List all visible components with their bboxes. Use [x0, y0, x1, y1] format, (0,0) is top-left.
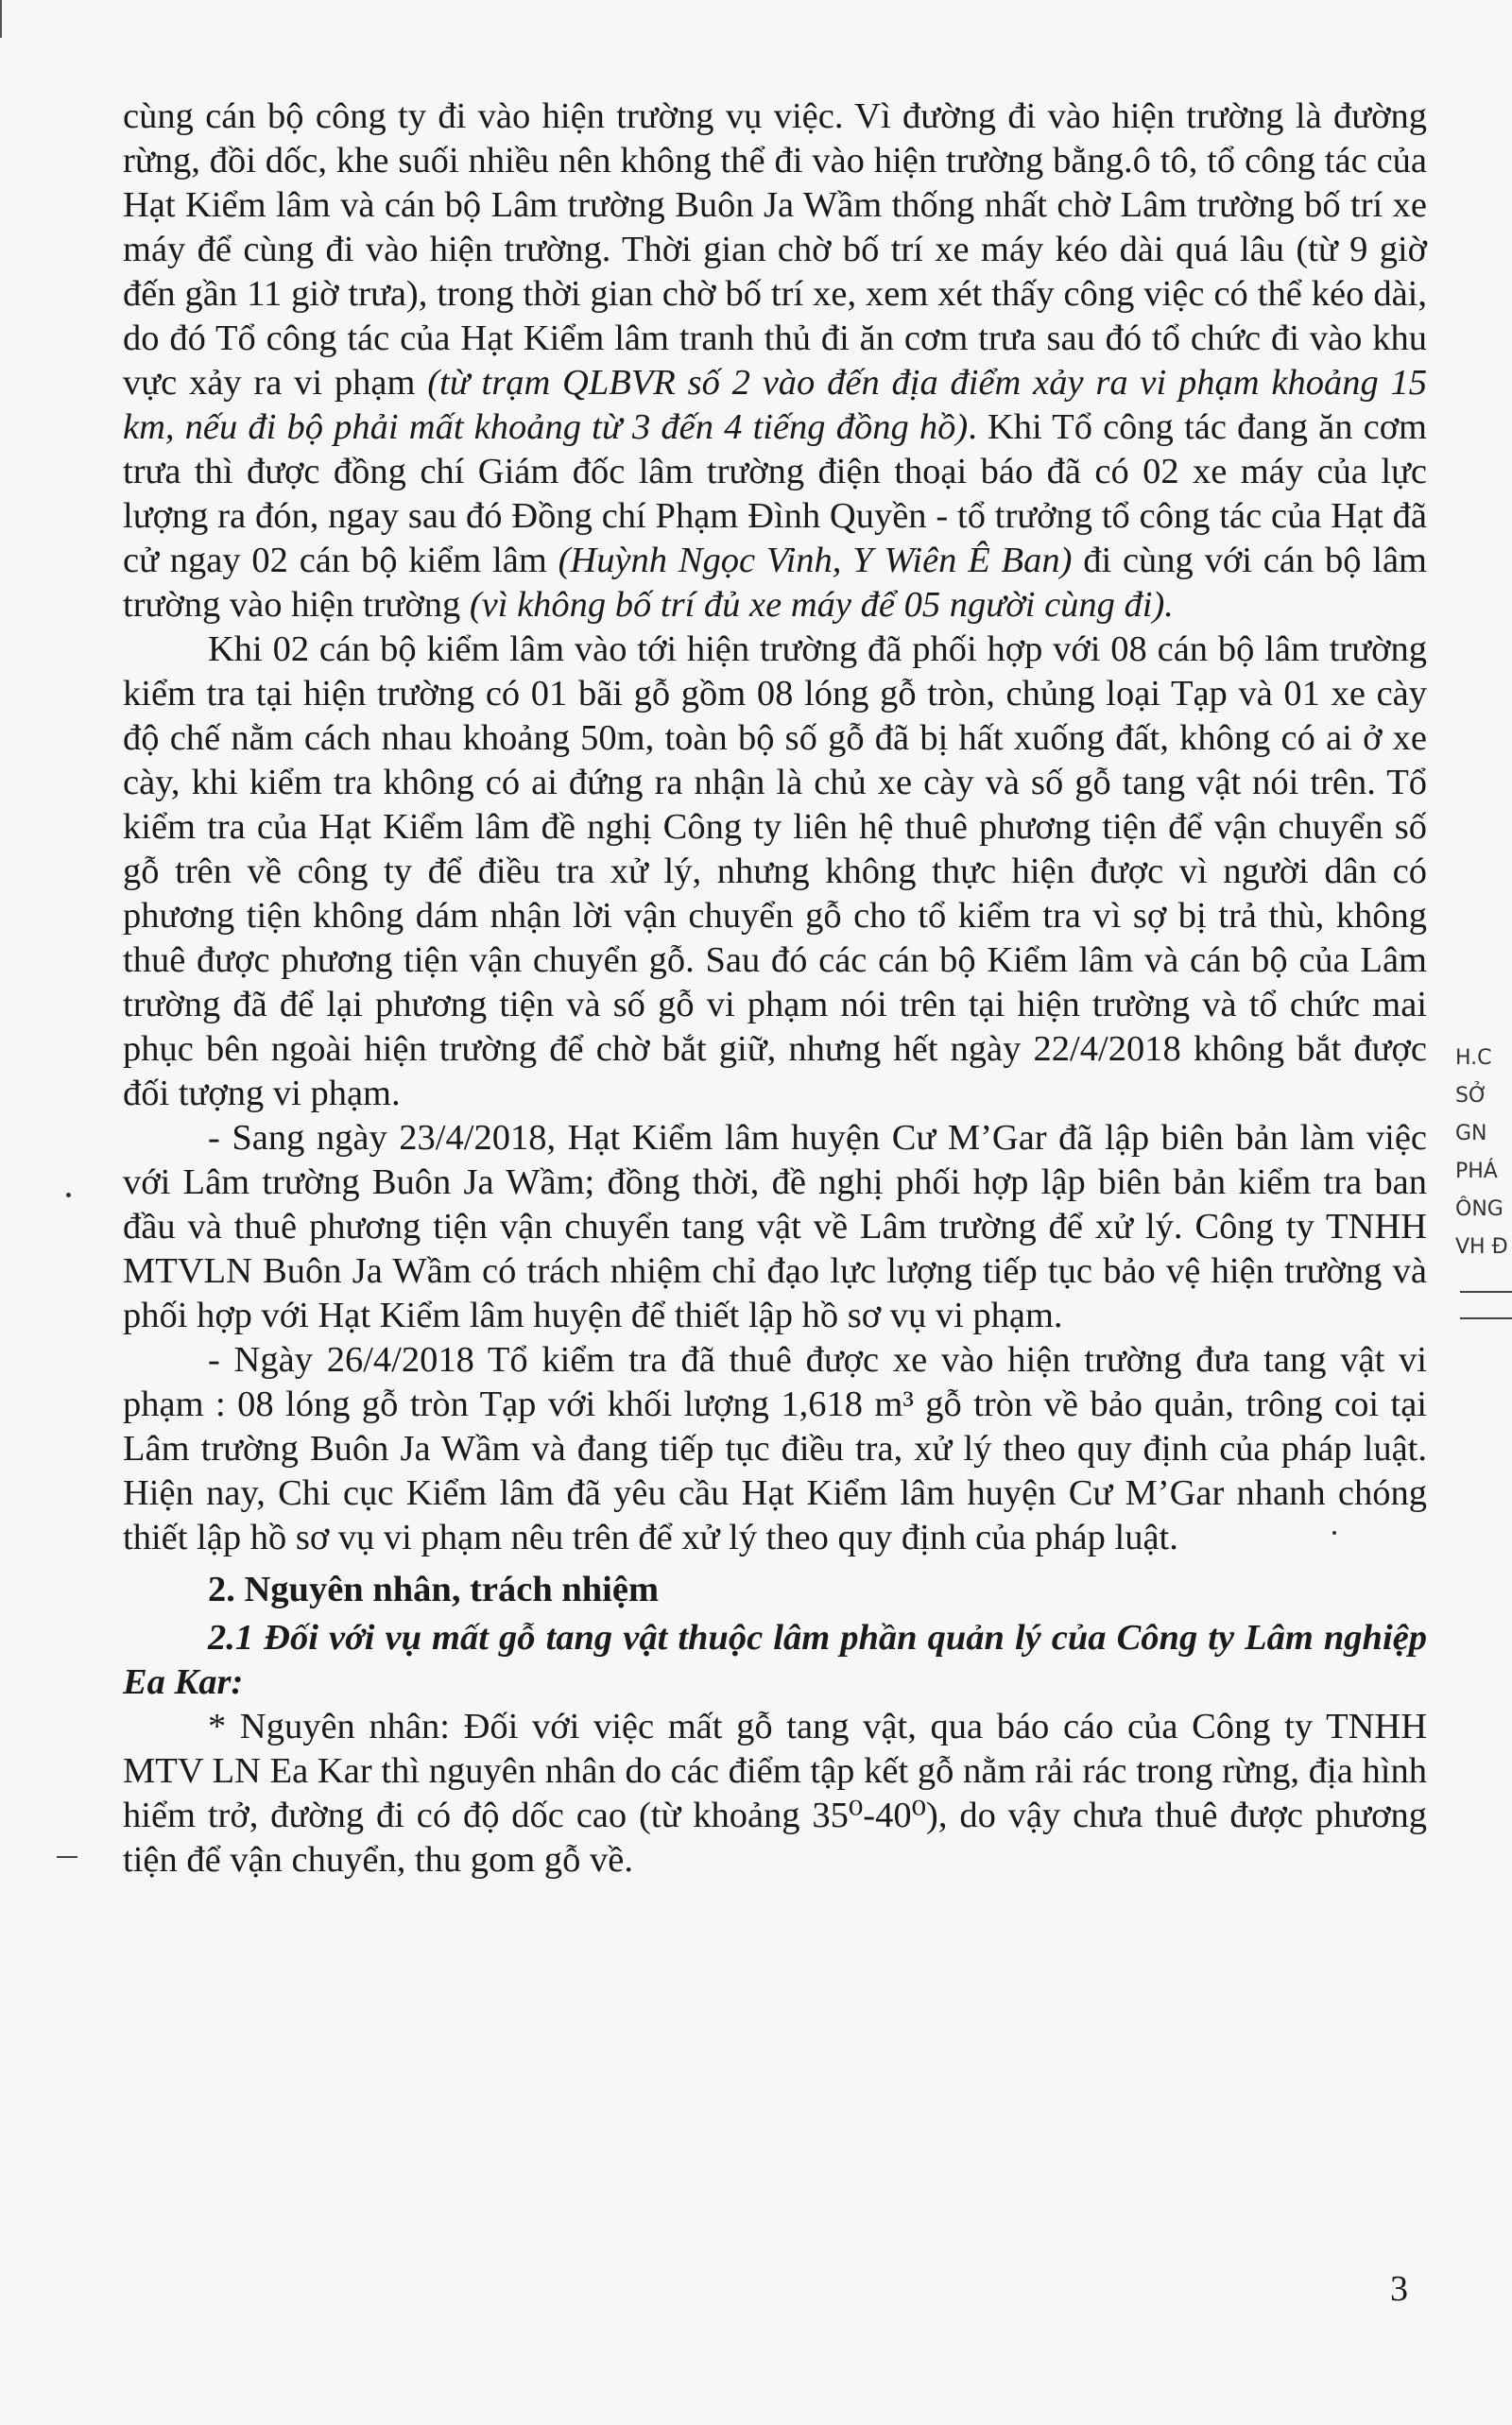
edge-stamp-line: ÔNG	[1455, 1197, 1503, 1221]
paragraph-1-text: cùng cán bộ công ty đi vào hiện trường vụ việc. Vì đường đi vào hiện trường là đường rừng, đồi dốc, khe suối nhiều nên không thể đi vào hiện trường bằng.ô tô, tổ công tác của Hạt Kiểm lâm và cán bộ Lâm trường Buôn Ja Wầm thống nhất chờ Lâm trường bố trí xe máy để cùng đi vào hiện trường. Thời gian chờ bố trí xe máy kéo dài quá lâu (từ 9 giờ đến gần 11 giờ trưa), trong thời gian chờ bố trí xe, xem xét thấy công việc có thể kéo dài, do đó Tổ công tác của Hạt Kiểm lâm tranh thủ đi ăn cơm trưa sau đó tổ chức đi vào khu vực xảy ra vi phạm	[123, 96, 1427, 403]
edge-stamp-line: VH Đ	[1455, 1235, 1508, 1259]
margin-tick	[57, 1856, 77, 1858]
paragraph-1	[123, 95, 1427, 628]
paragraph-1-italic-reason: (vì không bố trí đủ xe máy để 05 người cùng đi).	[469, 585, 1174, 625]
paragraph-2-text: Khi 02 cán bộ kiểm lâm vào tới hiện trường đã phối hợp với 08 cán bộ lâm trường kiểm tra tại hiện trường có 01 bãi gỗ gồm 08 lóng gỗ tròn, chủng loại Tạp và 01 xe cày độ chế nằm cách nhau khoảng 50m, toàn bộ số gỗ đã bị hất xuống đất, không có ai ở xe cày, khi kiểm tra không có ai đứng ra nhận là chủ xe cày và số gỗ tang vật nói trên. Tổ kiểm tra của Hạt Kiểm lâm đề nghị Công ty liên hệ thuê phương tiện để vận chuyển số gỗ trên về công ty để điều tra xử lý, nhưng không thực hiện được vì người dân có phương tiện không dám nhận lời vận chuyển gỗ cho tổ kiểm tra vì sợ bị trả thù, không thuê được phương tiện vận chuyển gỗ. Sau đó các cán bộ Kiểm lâm và cán bộ của Lâm trường đã để lại phương tiện và số gỗ vi phạm nói trên tại hiện trường và tổ chức mai phục bên ngoài hiện trường để chờ bắt giữ, nhưng hết ngày 22/4/2018 không bắt được đối tượng vi phạm.	[123, 629, 1427, 1113]
paragraph-4	[123, 1338, 1427, 1560]
scan-speck	[1332, 1531, 1336, 1535]
edge-stamp-line: PHÁ	[1455, 1160, 1498, 1183]
scan-edge-mark	[0, 0, 2, 38]
edge-stamp	[1455, 1040, 1512, 1266]
paragraph-2	[123, 628, 1427, 1116]
paragraph-1-text-2: . Khi Tổ công tác đang ăn cơm trưa thì được đồng chí Giám đốc lâm trường điện thoại báo đã có 02 xe máy của lực lượng ra đón, ngay sau đó Đồng chí Phạm Đình Quyền - tổ trưởng tổ công tác của Hạt đã cử ngay 02 cán bộ kiểm lâm	[123, 407, 1427, 580]
paragraph-cause: * Nguyên nhân: Đối với việc mất gỗ tang vật, qua báo cáo của Công ty TNHH MTV LN Ea Kar thì nguyên nhân do các điểm tập kết gỗ nằm rải rác trong rừng, địa hình hiểm trở, đường đi có độ dốc cao (từ khoảng 35⁰-40⁰), do vậy chưa thuê được phương tiện để vận chuyển, thu gom gỗ về.	[123, 1707, 1427, 1880]
edge-stamp-rule	[1460, 1291, 1512, 1319]
edge-stamp-line: SỞ	[1455, 1084, 1488, 1108]
paragraph-3-text: - Sang ngày 23/4/2018, Hạt Kiểm lâm huyện Cư M’Gar đã lập biên bản làm việc với Lâm trường Buôn Ja Wầm; đồng thời, đề nghị phối hợp lập biên bản kiểm tra ban đầu và thuê phương tiện vận chuyển tang vật về Lâm trường để xử lý. Công ty TNHH MTVLN Buôn Ja Wầm có trách nhiệm chỉ đạo lực lượng tiếp tục bảo vệ hiện trường và phối hợp với Hạt Kiểm lâm huyện để thiết lập hồ sơ vụ vi phạm.	[123, 1118, 1427, 1335]
edge-stamp-line: GN	[1455, 1122, 1487, 1145]
document-body	[123, 95, 1427, 1883]
page-number: 3	[1390, 2269, 1408, 2309]
edge-stamp-line: H.C	[1455, 1046, 1492, 1070]
paragraph-3	[123, 1116, 1427, 1338]
subsection-heading: 2.1 Đối với vụ mất gỗ tang vật thuộc lâm phần quản lý của Công ty Lâm nghiệp Ea Kar:	[123, 1618, 1427, 1702]
paragraph-4-text: - Ngày 26/4/2018 Tổ kiểm tra đã thuê được xe vào hiện trường đưa tang vật vi phạm : 08 lóng gỗ tròn Tạp với khối lượng 1,618 m³ gỗ tròn về bảo quản, trông coi tại Lâm trường Buôn Ja Wầm và đang tiếp tục điều tra, xử lý theo quy định của pháp luật. Hiện nay, Chi cục Kiểm lâm đã yêu cầu Hạt Kiểm lâm huyện Cư M’Gar nhanh chóng thiết lập hồ sơ vụ vi phạm nêu trên để xử lý theo quy định của pháp luật.	[123, 1340, 1427, 1557]
section-heading: 2. Nguyên nhân, trách nhiệm	[208, 1570, 660, 1609]
paragraph-1-italic-names: (Huỳnh Ngọc Vinh, Y Wiên Ê Ban)	[558, 541, 1073, 580]
scan-speck	[66, 1193, 71, 1197]
paragraph-1-italic-note: (từ trạm QLBVR số 2 vào đến địa điểm xảy ra vi phạm khoảng 15 km, nếu đi bộ phải mất khoảng từ 3 đến 4 tiếng đồng hồ)	[123, 363, 1427, 447]
paragraph-1-text-3: đi cùng với cán bộ lâm trường vào hiện trường	[123, 541, 1427, 625]
